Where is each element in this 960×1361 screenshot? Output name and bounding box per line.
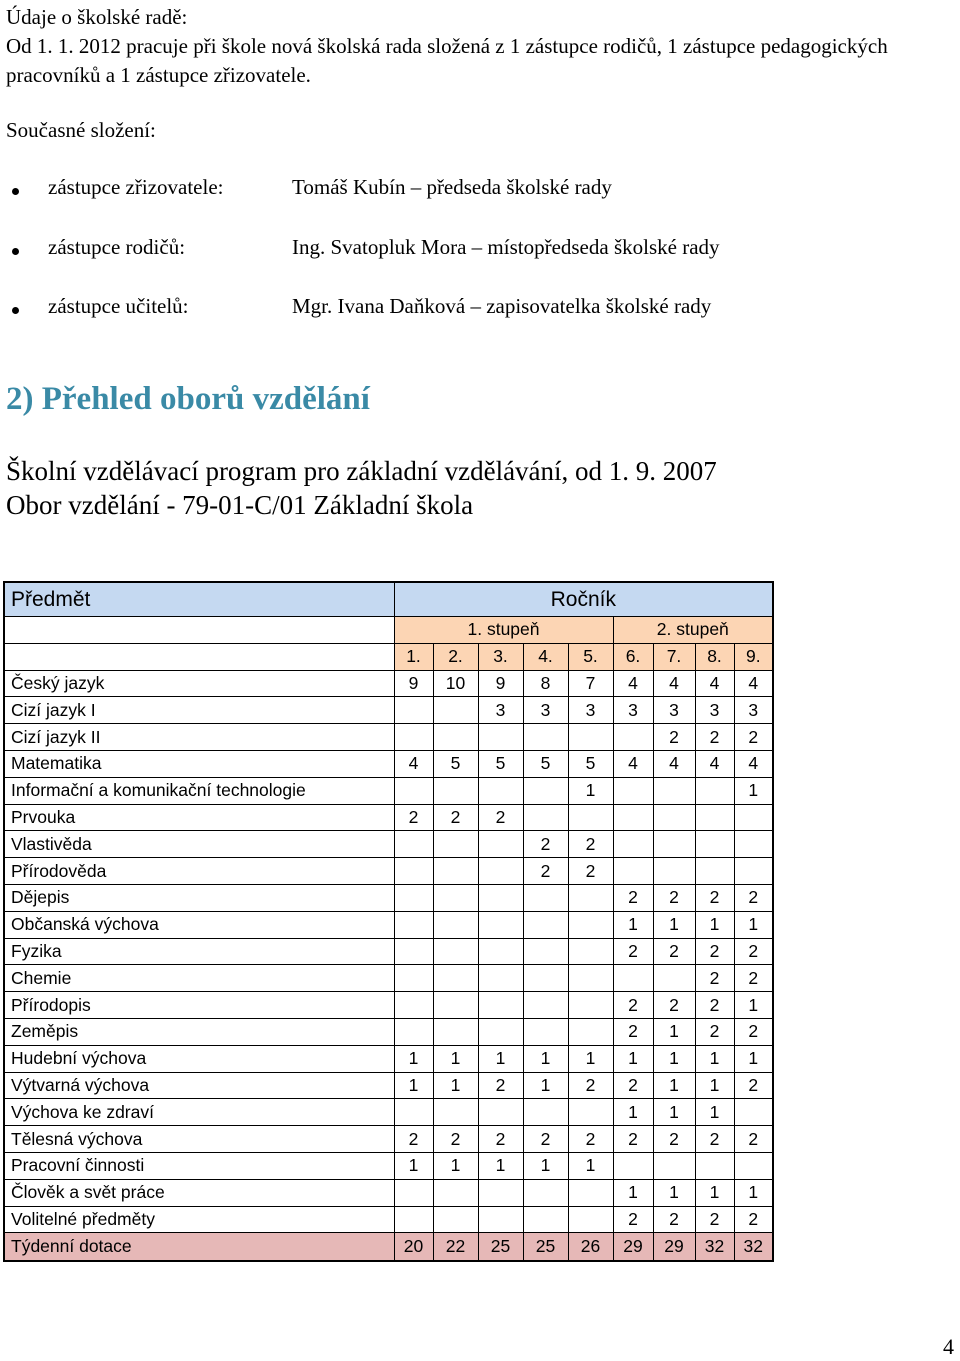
hours-cell: 2: [568, 1072, 613, 1099]
hours-cell: 2: [653, 724, 695, 751]
hours-cell: 2: [695, 884, 734, 911]
hours-cell: 2: [613, 884, 653, 911]
hours-cell: 1: [734, 992, 773, 1019]
hours-cell: [478, 858, 523, 885]
hours-cell: [613, 831, 653, 858]
hours-cell: [478, 938, 523, 965]
hours-cell: 2: [394, 804, 433, 831]
hours-cell: 2: [734, 1206, 773, 1233]
hours-cell: 4: [734, 750, 773, 777]
hours-cell: [478, 992, 523, 1019]
hours-cell: [523, 1206, 568, 1233]
hours-cell: 1: [653, 911, 695, 938]
table-row: [4, 1152, 773, 1179]
hours-cell: [734, 831, 773, 858]
hours-cell: 4: [653, 750, 695, 777]
grade-header-cell: 7.: [653, 643, 695, 670]
hours-cell: 1: [734, 911, 773, 938]
hours-cell: 1: [613, 1179, 653, 1206]
hours-cell: 2: [523, 831, 568, 858]
hours-cell: [394, 1179, 433, 1206]
hours-cell: [613, 724, 653, 751]
hours-cell: 25: [478, 1233, 523, 1262]
hours-cell: [394, 777, 433, 804]
grade-header-cell: 6.: [613, 643, 653, 670]
table-row: [4, 884, 773, 911]
section-heading: 2) Přehled oborů vzdělání: [6, 381, 370, 417]
hours-cell: [433, 992, 478, 1019]
hours-cell: 2: [695, 1018, 734, 1045]
bullet-icon: [12, 248, 19, 255]
hours-cell: 29: [653, 1233, 695, 1262]
subject-name: Přírodopis: [4, 992, 394, 1019]
hours-cell: 2: [478, 1072, 523, 1099]
table-row: [4, 750, 773, 777]
hours-cell: [433, 965, 478, 992]
stage-2-header: 2. stupeň: [613, 617, 773, 644]
hours-cell: 1: [433, 1072, 478, 1099]
table-row: [4, 777, 773, 804]
table-row: [4, 670, 773, 697]
hours-cell: 4: [613, 750, 653, 777]
hours-cell: 4: [653, 670, 695, 697]
school-council-heading: Údaje o školské radě:: [6, 5, 188, 29]
hours-cell: 3: [523, 697, 568, 724]
hours-cell: 8: [523, 670, 568, 697]
hours-cell: 1: [478, 1045, 523, 1072]
hours-cell: [653, 777, 695, 804]
table-row: [4, 1179, 773, 1206]
hours-cell: [695, 858, 734, 885]
hours-cell: 2: [734, 1018, 773, 1045]
hours-cell: [394, 1018, 433, 1045]
hours-cell: [433, 858, 478, 885]
hours-cell: 4: [613, 670, 653, 697]
hours-cell: [478, 1206, 523, 1233]
subject-name: Cizí jazyk I: [4, 697, 394, 724]
hours-cell: 2: [613, 1072, 653, 1099]
hours-cell: [478, 777, 523, 804]
hours-cell: 1: [734, 777, 773, 804]
hours-cell: 2: [653, 884, 695, 911]
hours-cell: [653, 1152, 695, 1179]
member-person: Tomáš Kubín – předseda školské rady: [292, 175, 612, 199]
hours-cell: 5: [478, 750, 523, 777]
hours-cell: 2: [695, 938, 734, 965]
subject-name: Občanská výchova: [4, 911, 394, 938]
hours-cell: [523, 884, 568, 911]
hours-cell: [433, 1018, 478, 1045]
hours-cell: [613, 777, 653, 804]
hours-cell: 2: [478, 804, 523, 831]
school-council-text: Od 1. 1. 2012 pracuje při škole nová školská rada složená z 1 zástupce rodičů, 1 zástupce pedagogických pracovníků a 1 zástupce zřizovatele.: [6, 34, 888, 87]
grade-header-cell: 3.: [478, 643, 523, 670]
hours-cell: 2: [613, 1018, 653, 1045]
hours-cell: 1: [653, 1045, 695, 1072]
hours-cell: 2: [613, 992, 653, 1019]
stage-1-header: 1. stupeň: [394, 617, 613, 644]
hours-cell: [695, 1152, 734, 1179]
subject-name: Vlastivěda: [4, 831, 394, 858]
hours-cell: [613, 1152, 653, 1179]
hours-cell: [568, 884, 613, 911]
subject-name: Týdenní dotace: [4, 1233, 394, 1262]
hours-cell: [653, 965, 695, 992]
hours-cell: 1: [653, 1179, 695, 1206]
subject-name: Prvouka: [4, 804, 394, 831]
hours-cell: 2: [653, 938, 695, 965]
grade-header: Ročník: [394, 582, 773, 617]
hours-cell: 2: [613, 1206, 653, 1233]
hours-cell: [568, 965, 613, 992]
hours-cell: [433, 777, 478, 804]
hours-cell: 2: [734, 884, 773, 911]
hours-cell: [433, 1206, 478, 1233]
hours-cell: [695, 804, 734, 831]
hours-cell: 22: [433, 1233, 478, 1262]
hours-cell: 2: [653, 1126, 695, 1153]
hours-cell: 1: [433, 1152, 478, 1179]
table-row: [4, 992, 773, 1019]
hours-cell: 2: [394, 1126, 433, 1153]
hours-cell: 1: [523, 1045, 568, 1072]
hours-cell: 1: [433, 1045, 478, 1072]
total-row: [4, 1233, 773, 1262]
hours-cell: [433, 1099, 478, 1126]
hours-cell: 3: [734, 697, 773, 724]
hours-cell: [433, 884, 478, 911]
hours-cell: [653, 831, 695, 858]
hours-cell: 1: [653, 1072, 695, 1099]
hours-cell: [523, 1179, 568, 1206]
hours-cell: [695, 777, 734, 804]
school-council-intro: [6, 3, 946, 90]
hours-cell: [568, 1099, 613, 1126]
hours-cell: 1: [568, 777, 613, 804]
hours-cell: [734, 858, 773, 885]
hours-cell: 2: [695, 992, 734, 1019]
hours-cell: 2: [734, 1072, 773, 1099]
grade-header-cell: 4.: [523, 643, 568, 670]
page-number: 4: [943, 1334, 954, 1359]
hours-cell: [394, 697, 433, 724]
bullet-icon: [12, 307, 19, 314]
hours-cell: 4: [394, 750, 433, 777]
hours-cell: 2: [734, 965, 773, 992]
table-row: [4, 1206, 773, 1233]
hours-cell: [613, 965, 653, 992]
hours-cell: [653, 858, 695, 885]
subject-name: Cizí jazyk II: [4, 724, 394, 751]
hours-cell: 1: [695, 911, 734, 938]
hours-cell: 1: [613, 1099, 653, 1126]
hours-cell: 1: [394, 1045, 433, 1072]
hours-cell: 3: [613, 697, 653, 724]
hours-cell: 26: [568, 1233, 613, 1262]
hours-cell: [734, 1099, 773, 1126]
hours-cell: [734, 804, 773, 831]
subject-name: Výchova ke zdraví: [4, 1099, 394, 1126]
hours-cell: [433, 697, 478, 724]
hours-cell: 2: [523, 1126, 568, 1153]
subject-name: Informační a komunikační technologie: [4, 777, 394, 804]
table-row: [4, 1099, 773, 1126]
table-row: [4, 804, 773, 831]
grade-header-cell: 2.: [433, 643, 478, 670]
grade-header-cell: 8.: [695, 643, 734, 670]
hours-cell: [568, 1179, 613, 1206]
hours-cell: 1: [734, 1179, 773, 1206]
subject-name: Hudební výchova: [4, 1045, 394, 1072]
hours-cell: [433, 831, 478, 858]
hours-cell: 4: [695, 750, 734, 777]
hours-cell: [433, 911, 478, 938]
hours-cell: 2: [695, 965, 734, 992]
hours-cell: 32: [734, 1233, 773, 1262]
hours-cell: [653, 804, 695, 831]
hours-cell: 2: [568, 1126, 613, 1153]
hours-cell: 2: [433, 804, 478, 831]
hours-cell: 1: [568, 1045, 613, 1072]
hours-cell: 1: [653, 1099, 695, 1126]
hours-cell: 2: [653, 1206, 695, 1233]
hours-cell: [478, 724, 523, 751]
curriculum-table: [3, 581, 774, 1262]
hours-cell: [568, 1018, 613, 1045]
hours-cell: 2: [695, 1206, 734, 1233]
hours-cell: 2: [568, 831, 613, 858]
hours-cell: [478, 831, 523, 858]
subject-name: Člověk a svět práce: [4, 1179, 394, 1206]
hours-cell: 1: [523, 1152, 568, 1179]
hours-cell: [523, 965, 568, 992]
hours-cell: [478, 965, 523, 992]
hours-cell: 5: [433, 750, 478, 777]
hours-cell: 1: [394, 1152, 433, 1179]
hours-cell: [433, 1179, 478, 1206]
hours-cell: 5: [568, 750, 613, 777]
hours-cell: 10: [433, 670, 478, 697]
hours-cell: 1: [523, 1072, 568, 1099]
hours-cell: [394, 831, 433, 858]
grade-header-cell: 1.: [394, 643, 433, 670]
hours-cell: [523, 724, 568, 751]
hours-cell: 1: [734, 1045, 773, 1072]
table-row: [4, 831, 773, 858]
hours-cell: 1: [613, 1045, 653, 1072]
table-row: [4, 1126, 773, 1153]
member-role: zástupce zřizovatele:: [48, 175, 224, 199]
hours-cell: [394, 858, 433, 885]
hours-cell: 20: [394, 1233, 433, 1262]
hours-cell: [478, 1179, 523, 1206]
subject-name: Pracovní činnosti: [4, 1152, 394, 1179]
subject-name: Výtvarná výchova: [4, 1072, 394, 1099]
hours-cell: 1: [695, 1072, 734, 1099]
hours-cell: 3: [478, 697, 523, 724]
hours-cell: 1: [568, 1152, 613, 1179]
hours-cell: 1: [613, 911, 653, 938]
hours-cell: [433, 724, 478, 751]
hours-cell: 9: [394, 670, 433, 697]
hours-cell: [478, 911, 523, 938]
hours-cell: [394, 965, 433, 992]
hours-cell: 4: [734, 670, 773, 697]
hours-cell: [523, 1099, 568, 1126]
hours-cell: 2: [613, 1126, 653, 1153]
subject-name: Zeměpis: [4, 1018, 394, 1045]
hours-cell: 2: [568, 858, 613, 885]
hours-cell: [394, 911, 433, 938]
program-title: Školní vzdělávací program pro základní vzdělávání, od 1. 9. 2007: [6, 456, 717, 486]
member-person: Ing. Svatopluk Mora – místopředseda školské rady: [292, 235, 720, 259]
hours-cell: 4: [695, 670, 734, 697]
composition-label: Současné složení:: [6, 118, 156, 142]
hours-cell: [523, 777, 568, 804]
hours-cell: [394, 938, 433, 965]
member-role: zástupce rodičů:: [48, 235, 186, 259]
table-row: [4, 911, 773, 938]
hours-cell: 32: [695, 1233, 734, 1262]
subject-name: Tělesná výchova: [4, 1126, 394, 1153]
hours-cell: 29: [613, 1233, 653, 1262]
hours-cell: [523, 1018, 568, 1045]
hours-cell: [478, 884, 523, 911]
hours-cell: [568, 724, 613, 751]
bullet-icon: [12, 188, 19, 195]
member-role: zástupce učitelů:: [48, 294, 189, 318]
hours-cell: 2: [523, 858, 568, 885]
subject-name: Matematika: [4, 750, 394, 777]
empty-cell: [4, 617, 394, 644]
hours-cell: 2: [695, 724, 734, 751]
hours-cell: [523, 911, 568, 938]
hours-cell: [394, 724, 433, 751]
hours-cell: 5: [523, 750, 568, 777]
field-title: Obor vzdělání - 79-01-C/01 Základní škola: [6, 490, 474, 520]
table-row: [4, 858, 773, 885]
subject-name: Volitelné předměty: [4, 1206, 394, 1233]
subject-name: Přírodověda: [4, 858, 394, 885]
hours-cell: [394, 992, 433, 1019]
hours-cell: 2: [433, 1126, 478, 1153]
hours-cell: 2: [734, 724, 773, 751]
hours-cell: 1: [478, 1152, 523, 1179]
subject-name: Chemie: [4, 965, 394, 992]
table-row: [4, 724, 773, 751]
subject-name: Český jazyk: [4, 670, 394, 697]
hours-cell: 7: [568, 670, 613, 697]
hours-cell: [523, 938, 568, 965]
subject-name: Dějepis: [4, 884, 394, 911]
subject-header: Předmět: [4, 582, 394, 617]
hours-cell: [478, 1018, 523, 1045]
hours-cell: [734, 1152, 773, 1179]
subject-name: Fyzika: [4, 938, 394, 965]
hours-cell: 3: [695, 697, 734, 724]
table-row: [4, 1072, 773, 1099]
hours-cell: 3: [568, 697, 613, 724]
table-row: [4, 965, 773, 992]
grade-header-cell: 9.: [734, 643, 773, 670]
hours-cell: 2: [478, 1126, 523, 1153]
hours-cell: 2: [613, 938, 653, 965]
grade-header-cell: 5.: [568, 643, 613, 670]
hours-cell: [394, 1099, 433, 1126]
hours-cell: [613, 804, 653, 831]
empty-cell: [4, 643, 394, 670]
hours-cell: [613, 858, 653, 885]
hours-cell: [568, 992, 613, 1019]
hours-cell: 1: [695, 1045, 734, 1072]
member-person: Mgr. Ivana Daňková – zapisovatelka školské rady: [292, 294, 712, 318]
hours-cell: 2: [695, 1126, 734, 1153]
hours-cell: 2: [653, 992, 695, 1019]
hours-cell: [695, 831, 734, 858]
hours-cell: 2: [734, 1126, 773, 1153]
table-row: [4, 938, 773, 965]
table-row: [4, 1018, 773, 1045]
hours-cell: [394, 884, 433, 911]
hours-cell: 1: [695, 1179, 734, 1206]
hours-cell: 1: [695, 1099, 734, 1126]
hours-cell: 25: [523, 1233, 568, 1262]
hours-cell: 9: [478, 670, 523, 697]
hours-cell: 2: [734, 938, 773, 965]
table-row: [4, 697, 773, 724]
hours-cell: [568, 938, 613, 965]
hours-cell: 3: [653, 697, 695, 724]
hours-cell: [433, 938, 478, 965]
hours-cell: 1: [394, 1072, 433, 1099]
hours-cell: [394, 1206, 433, 1233]
hours-cell: [568, 1206, 613, 1233]
hours-cell: [478, 1099, 523, 1126]
hours-cell: [568, 911, 613, 938]
table-row: [4, 1045, 773, 1072]
hours-cell: 1: [653, 1018, 695, 1045]
hours-cell: [523, 804, 568, 831]
hours-cell: [568, 804, 613, 831]
hours-cell: [523, 992, 568, 1019]
